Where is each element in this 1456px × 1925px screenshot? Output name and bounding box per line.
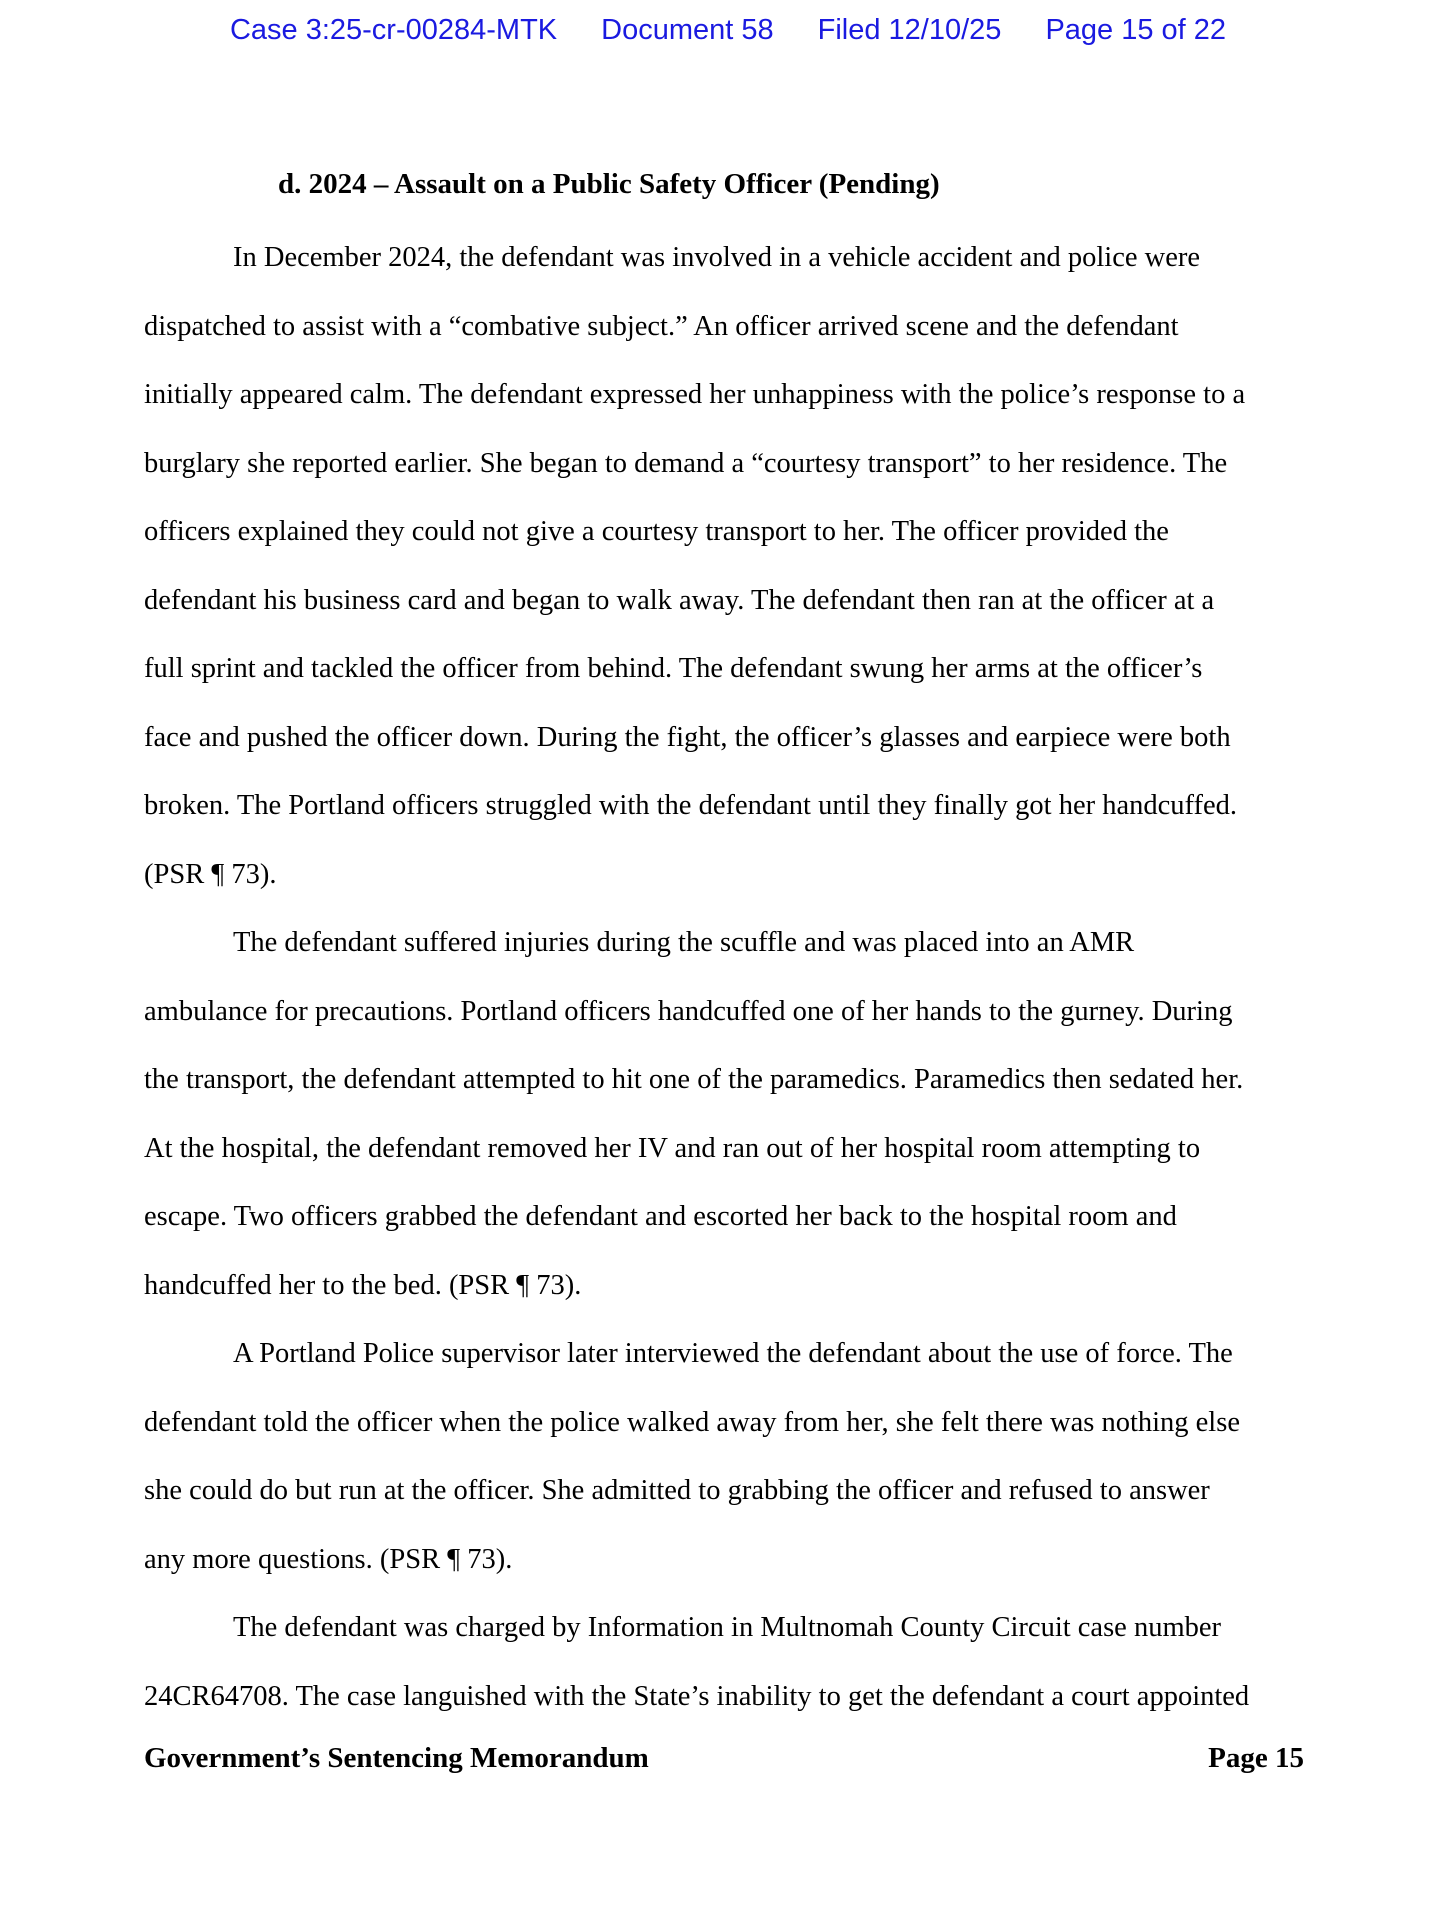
text-line: In December 2024, the defendant was involved in a vehicle accident and police were [233, 242, 1201, 273]
text-line: escape. Two officers grabbed the defendant and escorted her back to the hospital room and [144, 1201, 1177, 1232]
text-line: full sprint and tackled the officer from behind. The defendant swung her arms at the officer’s [144, 653, 1203, 684]
ecf-filing-header [0, 14, 1456, 47]
text-line: (PSR ¶ 73). [144, 858, 277, 890]
text-line: she could do but run at the officer. She admitted to grabbing the officer and refused to answer [144, 1475, 1210, 1506]
text-line: ambulance for precautions. Portland officers handcuffed one of her hands to the gurney. During [144, 995, 1233, 1027]
footer-page-number: Page 15 [1208, 1742, 1304, 1774]
text-line: A Portland Police supervisor later interviewed the defendant about the use of force. The [233, 1338, 1233, 1369]
text-line: handcuffed her to the bed. (PSR ¶ 73). [144, 1269, 582, 1301]
text-line: the transport, the defendant attempted to hit one of the paramedics. Paramedics then sedated her. [144, 1064, 1244, 1095]
text-line: officers explained they could not give a courtesy transport to her. The officer provided the [144, 516, 1169, 547]
text-line: initially appeared calm. The defendant expressed her unhappiness with the police’s response to a [144, 379, 1246, 410]
document-body [144, 224, 1304, 1731]
text-line: defendant told the officer when the police walked away from her, she felt there was nothing else [144, 1406, 1240, 1438]
section-heading: d. 2024 – Assault on a Public Safety Officer (Pending) [278, 168, 940, 200]
text-line: defendant his business card and began to walk away. The defendant then ran at the officer at a [144, 584, 1215, 616]
paragraph-3 [144, 1320, 1304, 1594]
text-line: broken. The Portland officers struggled with the defendant until they finally got her handcuffed. [144, 790, 1238, 821]
paragraph-4 [144, 1594, 1304, 1731]
filed-date: Filed 12/10/25 [817, 14, 1002, 46]
paragraph-1 [144, 224, 1304, 909]
page-footer [144, 1742, 1304, 1775]
text-line: any more questions. (PSR ¶ 73). [144, 1543, 513, 1575]
text-line: dispatched to assist with a “combative subject.” An officer arrived scene and the defendant [144, 310, 1179, 342]
text-line: At the hospital, the defendant removed her IV and ran out of her hospital room attempting to [144, 1132, 1201, 1164]
text-line: The defendant was charged by Information in Multnomah County Circuit case number [233, 1612, 1222, 1643]
footer-title: Government’s Sentencing Memorandum [144, 1742, 649, 1774]
text-line: 24CR64708. The case languished with the State’s inability to get the defendant a court appointed [144, 1680, 1250, 1712]
text-line: The defendant suffered injuries during the scuffle and was placed into an AMR [233, 927, 1135, 958]
text-line: burglary she reported earlier. She began to demand a “courtesy transport” to her residence. The [144, 447, 1228, 479]
paragraph-2 [144, 909, 1304, 1320]
document-number: Document 58 [601, 14, 774, 46]
text-line: face and pushed the officer down. During the fight, the officer’s glasses and earpiece were both [144, 721, 1231, 753]
page-count: Page 15 of 22 [1045, 14, 1227, 46]
case-number: Case 3:25-cr-00284-MTK [229, 14, 558, 46]
